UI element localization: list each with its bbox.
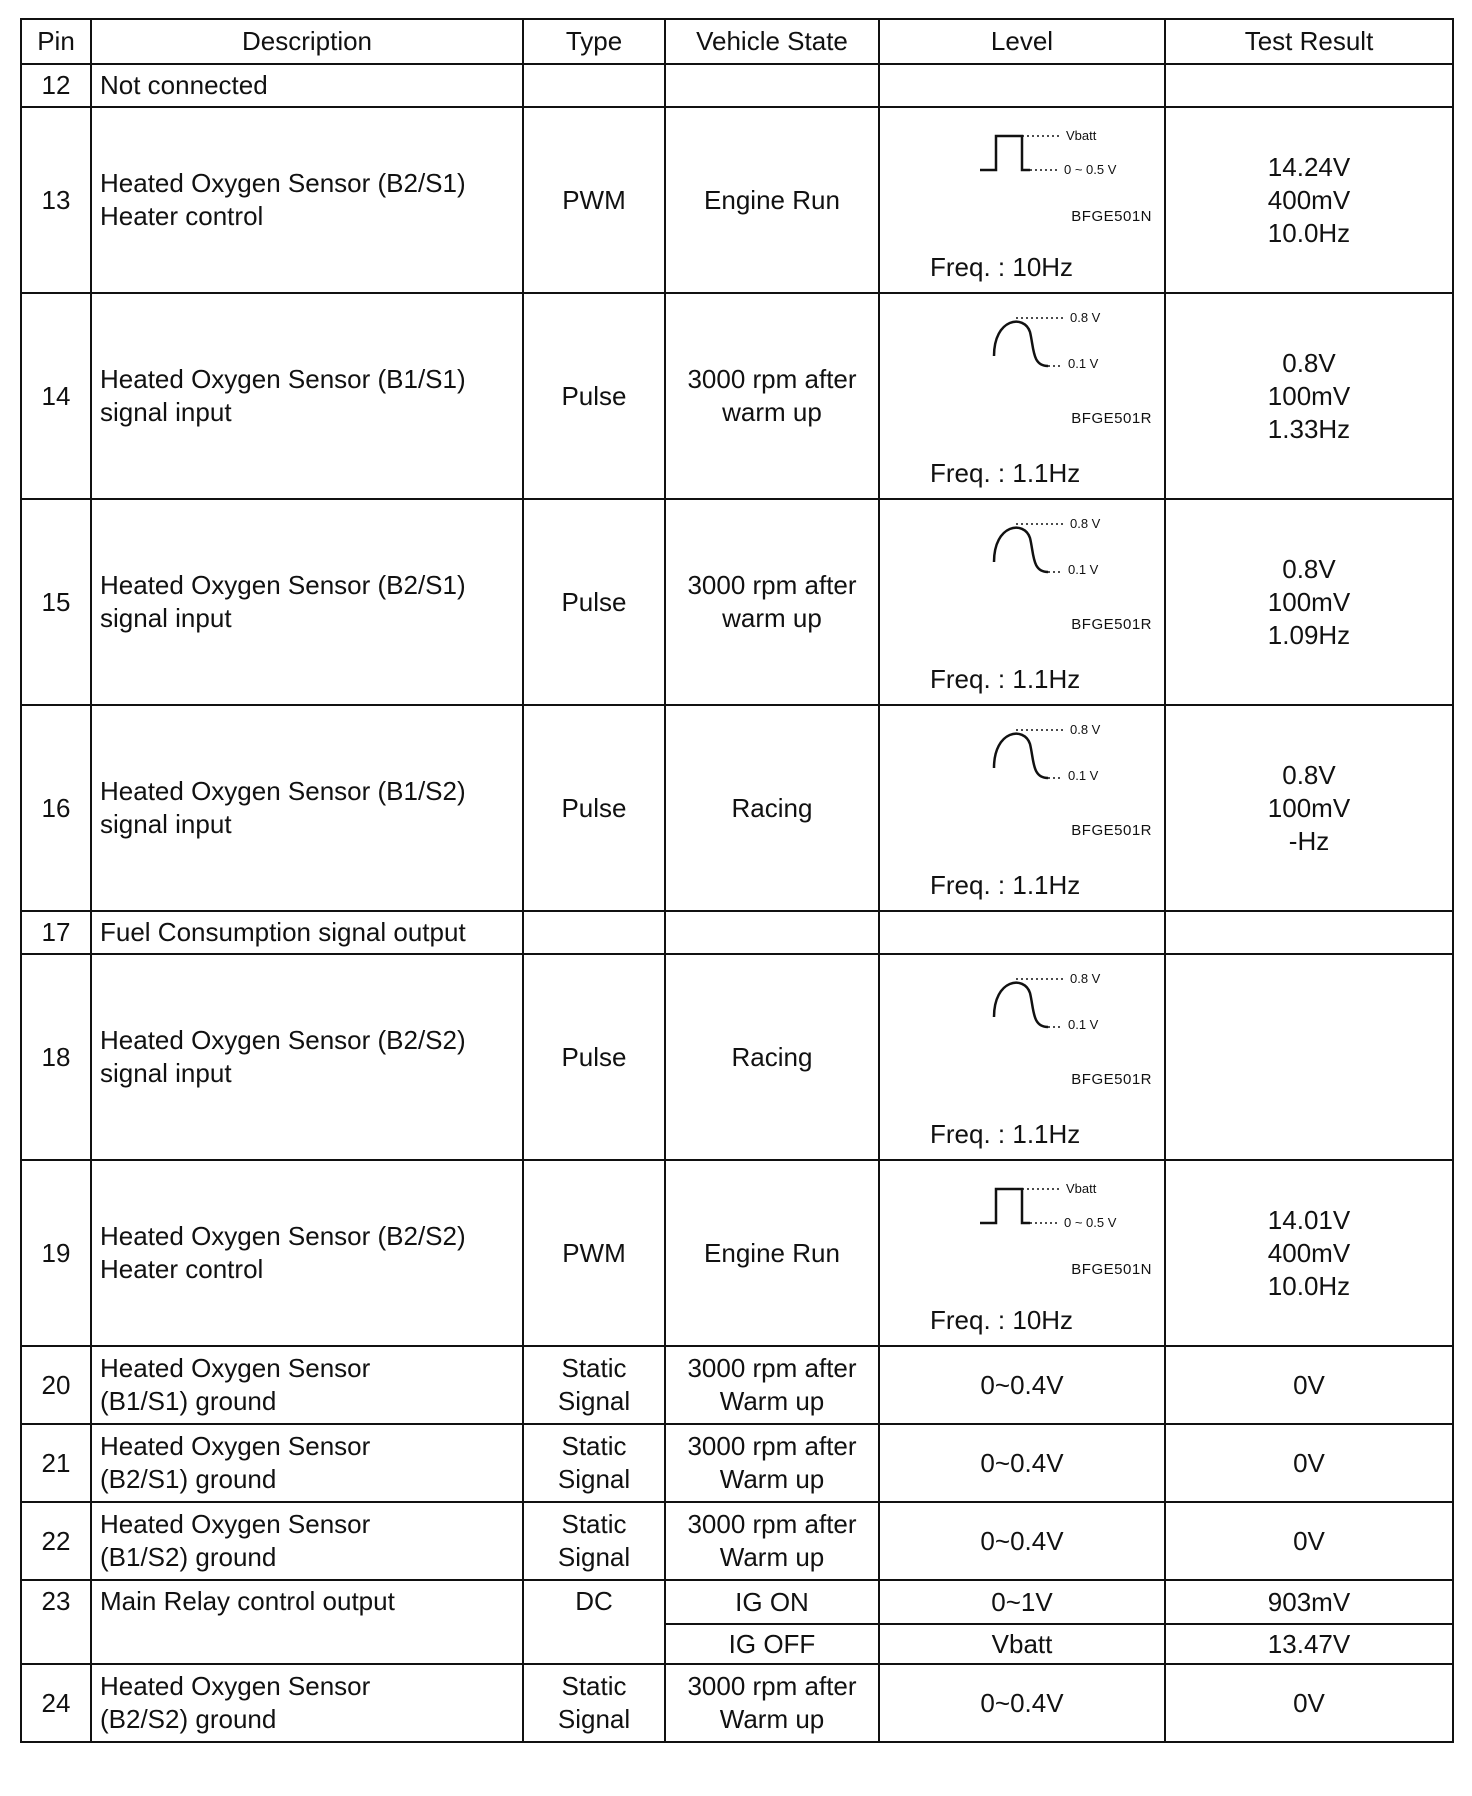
table-row bbox=[21, 1580, 1453, 1624]
text-line: Not connected bbox=[100, 70, 268, 100]
waveform-graphic bbox=[930, 969, 1170, 1039]
text-line: Heated Oxygen Sensor bbox=[100, 1509, 371, 1539]
test-result bbox=[1165, 1502, 1453, 1580]
text-line: Warm up bbox=[719, 1542, 825, 1572]
description bbox=[91, 1502, 523, 1580]
text-line: Heated Oxygen Sensor (B2/S1) bbox=[100, 570, 466, 600]
text-line: Heated Oxygen Sensor (B1/S1) bbox=[100, 364, 466, 394]
test-result bbox=[1165, 954, 1453, 1160]
description bbox=[91, 64, 523, 107]
vehicle-state bbox=[665, 64, 879, 107]
table-row bbox=[21, 1160, 1453, 1346]
test-result: 903mV bbox=[1165, 1580, 1453, 1624]
header-vehicle-state: Vehicle State bbox=[665, 19, 879, 64]
text-line: Heated Oxygen Sensor (B2/S1) bbox=[100, 168, 466, 198]
sine-waveform-icon bbox=[970, 308, 1170, 378]
text-line: Signal bbox=[557, 1464, 631, 1494]
test-result bbox=[1165, 107, 1453, 293]
description bbox=[91, 1346, 523, 1424]
text-line: 14.01V bbox=[1267, 1204, 1351, 1235]
text-line: 400mV bbox=[1267, 184, 1351, 215]
test-result bbox=[1165, 1346, 1453, 1424]
table-row bbox=[21, 107, 1453, 293]
text-line: 0.8V bbox=[1282, 347, 1336, 378]
level-waveform bbox=[879, 293, 1165, 499]
frequency-label: Freq. : 1.1Hz bbox=[930, 458, 1081, 488]
text-line: 0V bbox=[1293, 1447, 1325, 1478]
test-result bbox=[1165, 1160, 1453, 1346]
header-row bbox=[21, 19, 1453, 64]
text-line: 0V bbox=[1293, 1525, 1325, 1556]
test-result: 13.47V bbox=[1165, 1624, 1453, 1664]
signal-type: Pulse bbox=[523, 293, 665, 499]
wave-bottom-label: 0 ~ 0.5 V bbox=[1064, 1215, 1117, 1230]
signal-type: PWM bbox=[523, 107, 665, 293]
signal-type: DC bbox=[523, 1580, 665, 1664]
text-line: (B1/S1) ground bbox=[100, 1386, 277, 1416]
wave-top-label: 0.8 V bbox=[1070, 971, 1101, 986]
level-guide-lines bbox=[1022, 1189, 1062, 1223]
text-line: 3000 rpm after bbox=[687, 1509, 857, 1539]
pin-number: 24 bbox=[21, 1664, 91, 1742]
waveform-block bbox=[880, 955, 1164, 1157]
text-line: signal input bbox=[100, 809, 232, 839]
waveform-trace bbox=[994, 322, 1048, 366]
description bbox=[91, 705, 523, 911]
frequency-label: Freq. : 1.1Hz bbox=[930, 664, 1081, 694]
text-line: 3000 rpm after bbox=[687, 1431, 857, 1461]
text-line: signal input bbox=[100, 603, 232, 633]
table-row bbox=[21, 911, 1453, 954]
level-waveform bbox=[879, 499, 1165, 705]
vehicle-state bbox=[665, 1664, 879, 1742]
text-line: Heated Oxygen Sensor bbox=[100, 1353, 371, 1383]
text-line: Static bbox=[561, 1431, 627, 1461]
text-line: Heater control bbox=[100, 201, 264, 231]
wave-top-label: Vbatt bbox=[1066, 1181, 1097, 1196]
text-line: 14.24V bbox=[1267, 151, 1351, 182]
level-waveform bbox=[879, 107, 1165, 293]
text-line: Static bbox=[561, 1671, 627, 1701]
waveform-graphic bbox=[930, 122, 1170, 192]
level-guide-lines bbox=[1016, 979, 1064, 1027]
text-line: Heated Oxygen Sensor (B2/S2) bbox=[100, 1025, 466, 1055]
level-value bbox=[879, 64, 1165, 107]
pin-number: 14 bbox=[21, 293, 91, 499]
signal-type bbox=[523, 1502, 665, 1580]
waveform-code: BFGE501N bbox=[1071, 1261, 1152, 1278]
text-line: 100mV bbox=[1267, 586, 1351, 617]
level-value: 0~0.4V bbox=[879, 1424, 1165, 1502]
vehicle-state: Engine Run bbox=[665, 107, 879, 293]
waveform-block bbox=[880, 1161, 1164, 1343]
text-line: 10.0Hz bbox=[1267, 1270, 1351, 1301]
text-line: 3000 rpm after bbox=[687, 364, 857, 394]
pin-number: 15 bbox=[21, 499, 91, 705]
pin-number: 21 bbox=[21, 1424, 91, 1502]
level-value bbox=[879, 911, 1165, 954]
signal-type bbox=[523, 1424, 665, 1502]
test-result bbox=[1165, 499, 1453, 705]
wave-bottom-label: 0.1 V bbox=[1068, 562, 1099, 577]
header-description: Description bbox=[91, 19, 523, 64]
header-pin: Pin bbox=[21, 19, 91, 64]
waveform-graphic bbox=[930, 1175, 1170, 1245]
description bbox=[91, 954, 523, 1160]
text-line: Warm up bbox=[719, 1704, 825, 1734]
waveform-code: BFGE501R bbox=[1071, 616, 1152, 633]
header-level: Level bbox=[879, 19, 1165, 64]
table-row bbox=[21, 1424, 1453, 1502]
vehicle-state bbox=[665, 1424, 879, 1502]
waveform-code: BFGE501N bbox=[1071, 208, 1152, 225]
waveform-code: BFGE501R bbox=[1071, 410, 1152, 427]
level-guide-lines bbox=[1016, 318, 1064, 366]
signal-type bbox=[523, 64, 665, 107]
waveform-block bbox=[880, 108, 1164, 290]
pwm-waveform-icon bbox=[970, 1175, 1170, 1245]
vehicle-state: Racing bbox=[665, 705, 879, 911]
frequency-label: Freq. : 10Hz bbox=[930, 252, 1074, 282]
text-line: Heated Oxygen Sensor bbox=[100, 1671, 371, 1701]
description bbox=[91, 1580, 523, 1664]
vehicle-state: IG ON bbox=[665, 1580, 879, 1624]
level-guide-lines bbox=[1016, 524, 1064, 572]
vehicle-state bbox=[665, 293, 879, 499]
text-line: -Hz bbox=[1288, 825, 1330, 856]
text-line: Signal bbox=[557, 1386, 631, 1416]
text-line: signal input bbox=[100, 397, 232, 427]
level-value: Vbatt bbox=[879, 1624, 1165, 1664]
waveform-block bbox=[880, 294, 1164, 496]
vehicle-state: Racing bbox=[665, 954, 879, 1160]
text-line: Warm up bbox=[719, 1464, 825, 1494]
text-line: 100mV bbox=[1267, 380, 1351, 411]
pin-number: 12 bbox=[21, 64, 91, 107]
vehicle-state bbox=[665, 1502, 879, 1580]
wave-top-label: 0.8 V bbox=[1070, 516, 1101, 531]
wave-bottom-label: 0 ~ 0.5 V bbox=[1064, 162, 1117, 177]
table-row bbox=[21, 1664, 1453, 1742]
test-result bbox=[1165, 293, 1453, 499]
sine-waveform-icon bbox=[970, 969, 1170, 1039]
text-line: Heated Oxygen Sensor (B2/S2) bbox=[100, 1221, 466, 1251]
pin-number: 20 bbox=[21, 1346, 91, 1424]
frequency-label: Freq. : 1.1Hz bbox=[930, 870, 1081, 900]
waveform-trace bbox=[994, 528, 1048, 572]
text-line: (B2/S1) ground bbox=[100, 1464, 277, 1494]
text-line: 1.09Hz bbox=[1267, 619, 1351, 650]
text-line: 10.0Hz bbox=[1267, 217, 1351, 248]
waveform-code: BFGE501R bbox=[1071, 1071, 1152, 1088]
text-line: (B2/S2) ground bbox=[100, 1704, 277, 1734]
header-type: Type bbox=[523, 19, 665, 64]
wave-bottom-label: 0.1 V bbox=[1068, 1017, 1099, 1032]
wave-top-label: 0.8 V bbox=[1070, 722, 1101, 737]
table-row bbox=[21, 64, 1453, 107]
waveform-graphic bbox=[930, 514, 1170, 584]
level-value: 0~1V bbox=[879, 1580, 1165, 1624]
pin-number: 16 bbox=[21, 705, 91, 911]
pin-table bbox=[20, 18, 1454, 1743]
pwm-waveform-icon bbox=[970, 122, 1170, 192]
wave-top-label: Vbatt bbox=[1066, 128, 1097, 143]
text-line: (B1/S2) ground bbox=[100, 1542, 277, 1572]
level-waveform bbox=[879, 954, 1165, 1160]
text-line: Fuel Consumption signal output bbox=[100, 917, 466, 947]
signal-type bbox=[523, 1664, 665, 1742]
waveform-code: BFGE501R bbox=[1071, 822, 1152, 839]
signal-type: PWM bbox=[523, 1160, 665, 1346]
vehicle-state: IG OFF bbox=[665, 1624, 879, 1664]
vehicle-state: Engine Run bbox=[665, 1160, 879, 1346]
signal-type bbox=[523, 911, 665, 954]
sine-waveform-icon bbox=[970, 514, 1170, 584]
level-guide-lines bbox=[1016, 730, 1064, 778]
waveform-trace bbox=[980, 1189, 1030, 1223]
wave-bottom-label: 0.1 V bbox=[1068, 768, 1099, 783]
table-row bbox=[21, 293, 1453, 499]
signal-type: Pulse bbox=[523, 499, 665, 705]
test-result bbox=[1165, 64, 1453, 107]
text-line: 0V bbox=[1293, 1369, 1325, 1400]
waveform-block bbox=[880, 706, 1164, 908]
pin-number: 22 bbox=[21, 1502, 91, 1580]
description bbox=[91, 293, 523, 499]
level-value: 0~0.4V bbox=[879, 1502, 1165, 1580]
waveform-graphic bbox=[930, 308, 1170, 378]
description bbox=[91, 911, 523, 954]
test-result bbox=[1165, 1664, 1453, 1742]
table-row bbox=[21, 1346, 1453, 1424]
pin-number: 19 bbox=[21, 1160, 91, 1346]
signal-type: Pulse bbox=[523, 954, 665, 1160]
text-line: 1.33Hz bbox=[1267, 413, 1351, 444]
vehicle-state bbox=[665, 1346, 879, 1424]
wave-bottom-label: 0.1 V bbox=[1068, 356, 1099, 371]
text-line: Heater control bbox=[100, 1254, 264, 1284]
pin-number: 13 bbox=[21, 107, 91, 293]
table-row bbox=[21, 954, 1453, 1160]
text-line: Heated Oxygen Sensor bbox=[100, 1431, 371, 1461]
text-line: 400mV bbox=[1267, 1237, 1351, 1268]
signal-type bbox=[523, 1346, 665, 1424]
table-row bbox=[21, 705, 1453, 911]
pin-number: 17 bbox=[21, 911, 91, 954]
vehicle-state bbox=[665, 499, 879, 705]
level-waveform bbox=[879, 1160, 1165, 1346]
frequency-label: Freq. : 1.1Hz bbox=[930, 1119, 1081, 1149]
header-test-result: Test Result bbox=[1165, 19, 1453, 64]
text-line: Static bbox=[561, 1353, 627, 1383]
level-value: 0~0.4V bbox=[879, 1346, 1165, 1424]
text-line: Signal bbox=[557, 1704, 631, 1734]
text-line: 0.8V bbox=[1282, 553, 1336, 584]
test-result bbox=[1165, 911, 1453, 954]
pin-number: 18 bbox=[21, 954, 91, 1160]
signal-type: Pulse bbox=[523, 705, 665, 911]
text-line: Signal bbox=[557, 1542, 631, 1572]
frequency-label: Freq. : 10Hz bbox=[930, 1305, 1074, 1335]
waveform-trace bbox=[994, 734, 1048, 778]
text-line: 3000 rpm after bbox=[687, 1353, 857, 1383]
text-line: signal input bbox=[100, 1058, 232, 1088]
description bbox=[91, 107, 523, 293]
text-line: Main Relay control output bbox=[100, 1586, 395, 1616]
text-line: warm up bbox=[722, 603, 822, 633]
table-row bbox=[21, 499, 1453, 705]
description bbox=[91, 1160, 523, 1346]
waveform-graphic bbox=[930, 720, 1170, 790]
text-line: 0.8V bbox=[1282, 759, 1336, 790]
description bbox=[91, 1424, 523, 1502]
test-result bbox=[1165, 1424, 1453, 1502]
text-line: Heated Oxygen Sensor (B1/S2) bbox=[100, 776, 466, 806]
pin-number: 23 bbox=[21, 1580, 91, 1664]
waveform-trace bbox=[980, 136, 1030, 170]
table-row bbox=[21, 1502, 1453, 1580]
description bbox=[91, 1664, 523, 1742]
test-result bbox=[1165, 705, 1453, 911]
text-line: 0V bbox=[1293, 1687, 1325, 1718]
level-waveform bbox=[879, 705, 1165, 911]
waveform-trace bbox=[994, 983, 1048, 1027]
text-line: 100mV bbox=[1267, 792, 1351, 823]
text-line: warm up bbox=[722, 397, 822, 427]
text-line: 3000 rpm after bbox=[687, 1671, 857, 1701]
description bbox=[91, 499, 523, 705]
wave-top-label: 0.8 V bbox=[1070, 310, 1101, 325]
level-value: 0~0.4V bbox=[879, 1664, 1165, 1742]
text-line: 3000 rpm after bbox=[687, 570, 857, 600]
text-line: Warm up bbox=[719, 1386, 825, 1416]
waveform-block bbox=[880, 500, 1164, 702]
vehicle-state bbox=[665, 911, 879, 954]
level-guide-lines bbox=[1022, 136, 1062, 170]
text-line: Static bbox=[561, 1509, 627, 1539]
sine-waveform-icon bbox=[970, 720, 1170, 790]
